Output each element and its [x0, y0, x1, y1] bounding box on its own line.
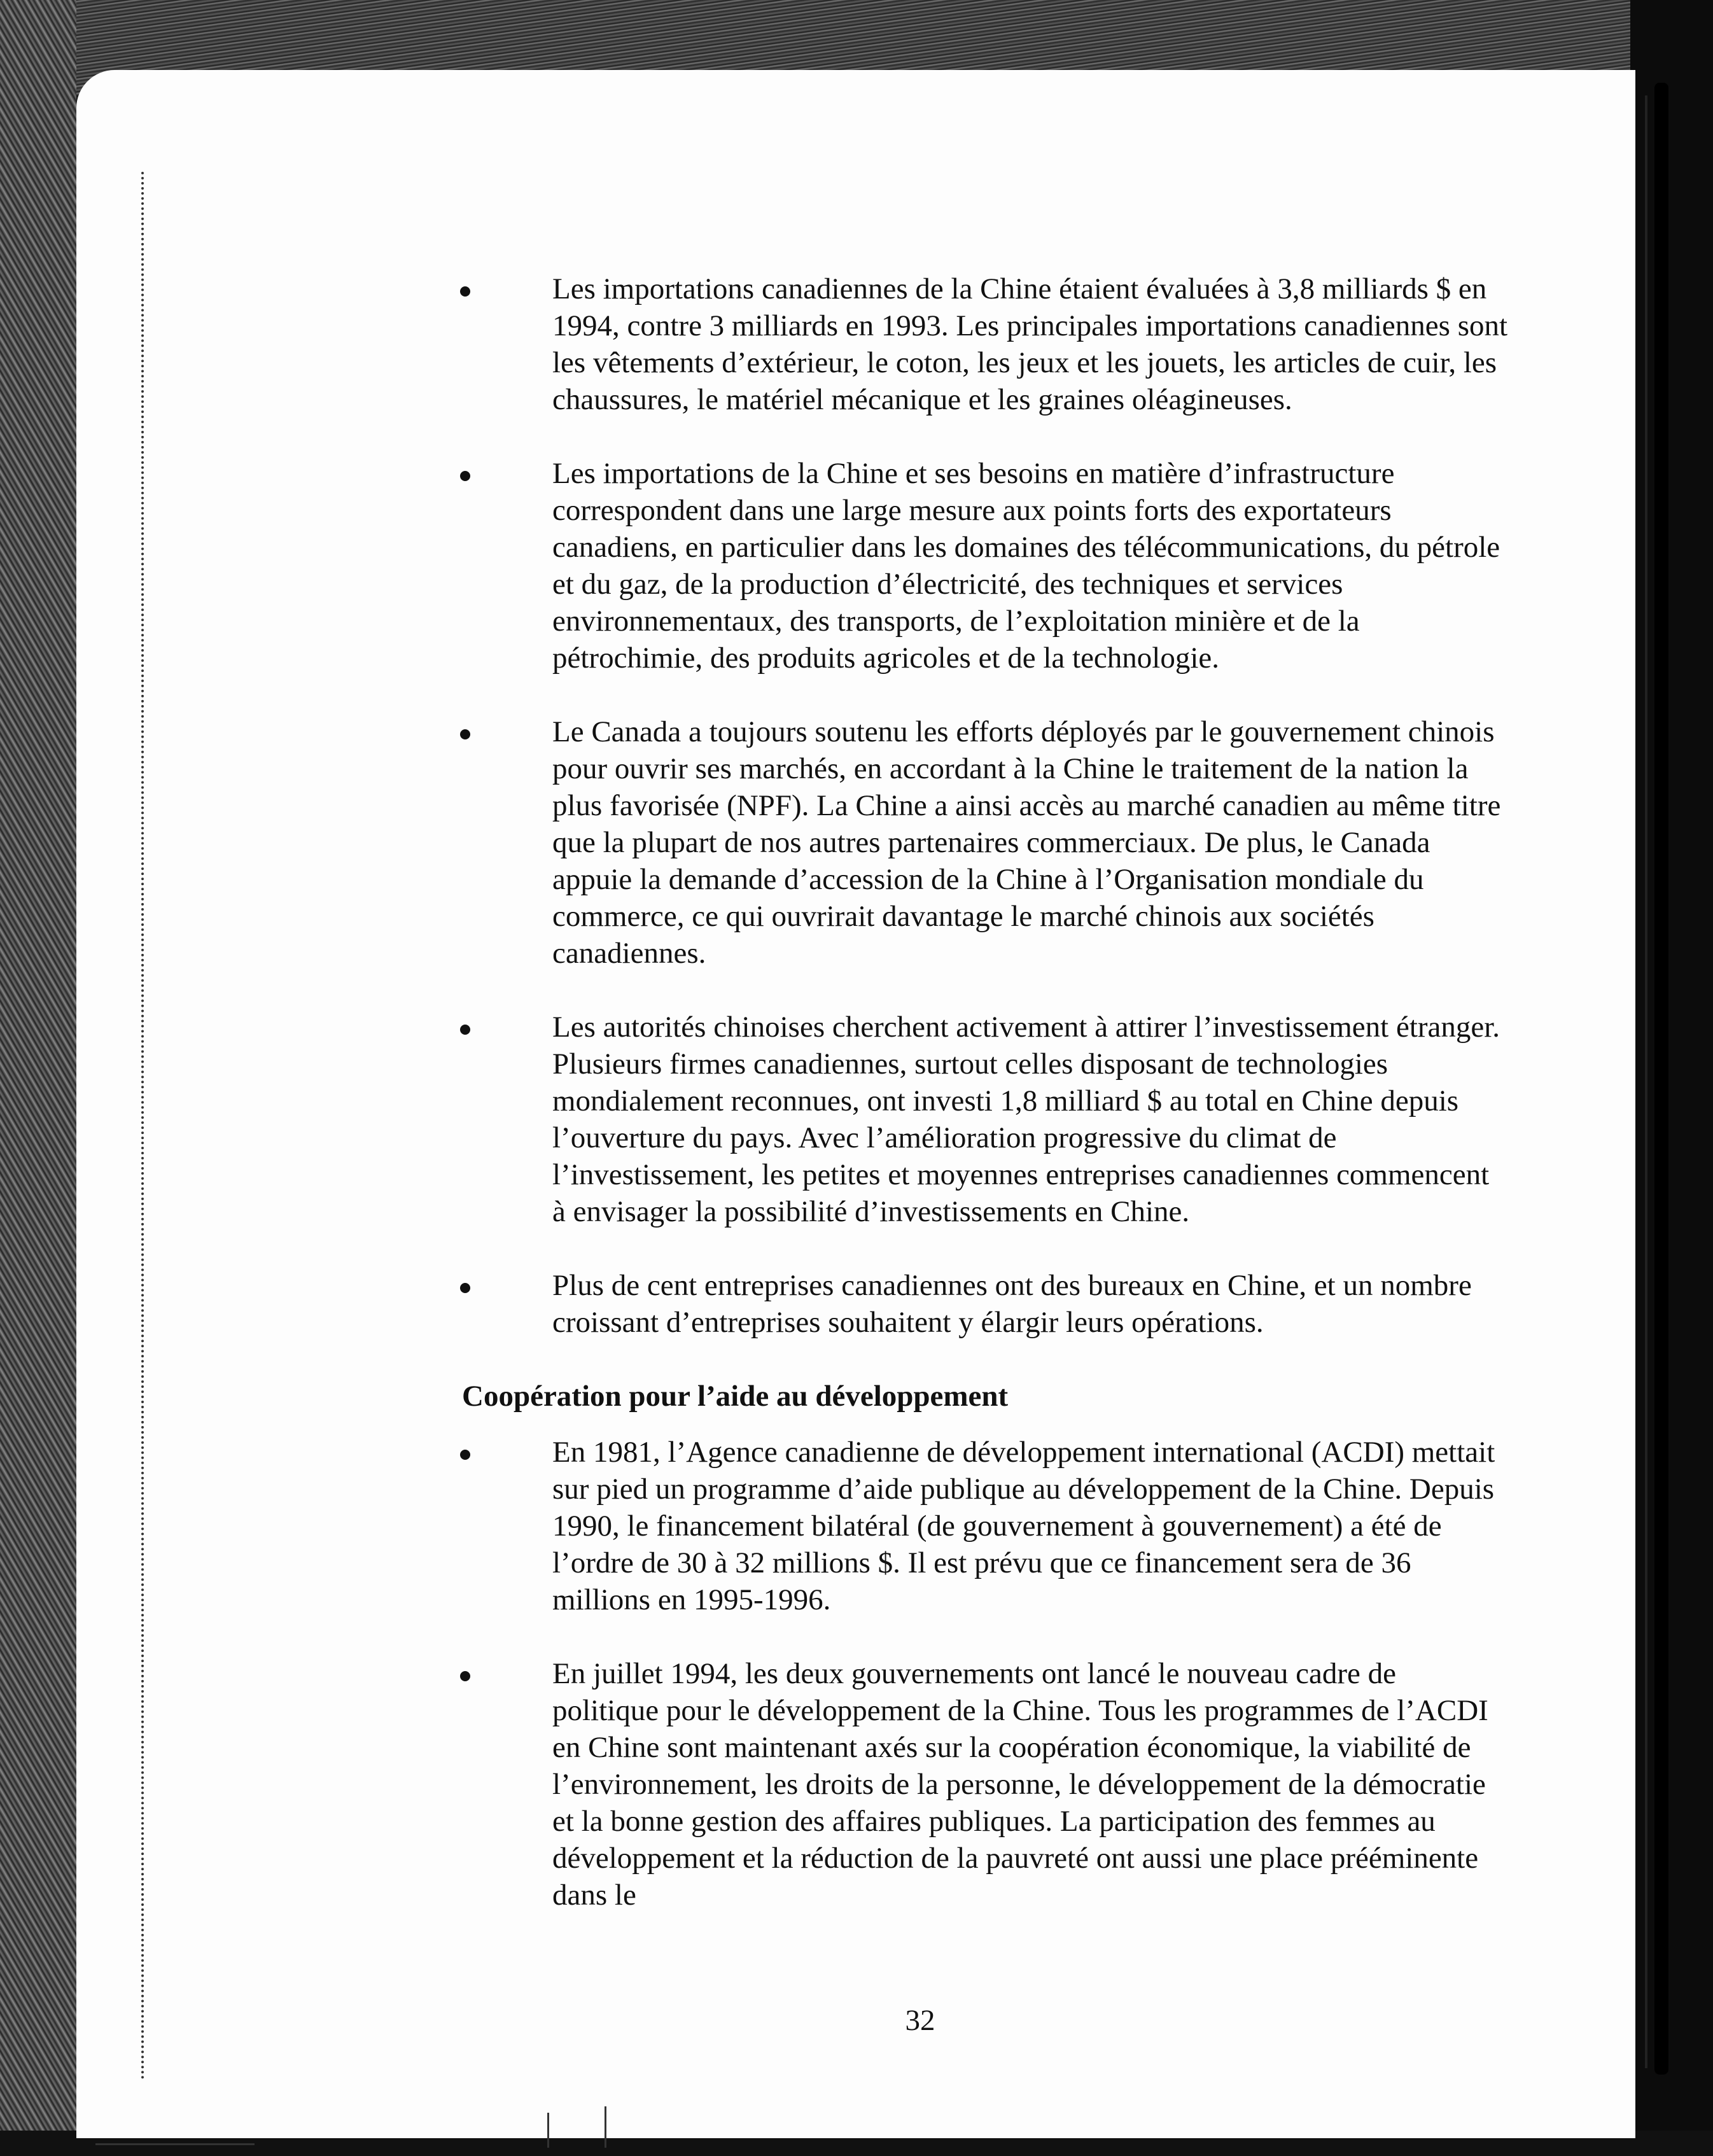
- bullet-icon: [460, 729, 470, 739]
- binding-mark: [95, 2143, 255, 2145]
- bullet-text: Les importations canadiennes de la Chine étaient évaluées à 3,8 milliards $ en 1994, contre 3 milliards en 1993. Les principales importations canadiennes sont les vêtements d’extérieur, le coton, les jeux et les jouets, les articles de cuir, les chaussures, le matériel mécanique et les graines oléagineuses.: [552, 272, 1508, 416]
- bullet-text: En 1981, l’Agence canadienne de développement international (ACDI) mettait sur pied un programme d’aide publique au développement de la Chine. Depuis 1990, le financement bilatéral (de gouvernement à gouvernement) a été de l’ordre de 30 à 32 millions $. Il est prévu que ce financement sera de 36 millions en 1995-1996.: [552, 1436, 1495, 1616]
- bullet-item: [458, 1434, 1508, 1618]
- bullet-item: [458, 1655, 1508, 1914]
- bullet-icon: [460, 1671, 470, 1681]
- scan-border-left: [0, 0, 76, 2156]
- bullet-text: Les autorités chinoises cherchent activement à attirer l’investissement étranger. Plusieurs firmes canadiennes, surtout celles disposant de technologies mondialement reconnues, ont investi 1,8 milliard $ au total en Chine depuis l’ouverture du pays. Avec l’amélioration progressive du climat de l’investissement, les petites et moyennes entreprises canadiennes commencent à envisager la possibilité d’investissements en Chine.: [552, 1011, 1500, 1228]
- bullet-icon: [460, 1450, 470, 1460]
- bullet-item: [458, 713, 1508, 972]
- bullet-item: [458, 1009, 1508, 1230]
- bullet-icon: [460, 286, 470, 297]
- bullet-icon: [460, 471, 470, 481]
- bullet-text: En juillet 1994, les deux gouvernements ont lancé le nouveau cadre de politique pour le développement de la Chine. Tous les programmes de l’ACDI en Chine sont maintenant axés sur la coopération économique, la viabilité de l’environnement, les droits de la personne, le développement de la démocratie et la bonne gestion des affaires publiques. La participation des femmes au développement et la réduction de la pauvreté ont aussi une place prééminente dans le: [552, 1657, 1488, 1912]
- page-edge-binding: [1654, 83, 1668, 2075]
- bullet-text: Les importations de la Chine et ses besoins en matière d’infrastructure correspondent dans une large mesure aux points forts des exportateurs canadiens, en particulier dans les domaines des télécommunications, du pétrole et du gaz, de la production d’électricité, des techniques et services environnementaux, des transports, de l’exploitation minière et de la pétrochimie, des produits agricoles et de la technologie.: [552, 457, 1500, 675]
- binding-mark: [605, 2106, 606, 2148]
- page-content: [458, 270, 1508, 1950]
- bullet-item: [458, 455, 1508, 676]
- section-heading: Coopération pour l’aide au développement: [462, 1380, 1009, 1413]
- scan-border-right: [1630, 0, 1713, 2156]
- page-edge-shadow: [1645, 95, 1647, 2068]
- page-number: 32: [905, 2004, 935, 2037]
- bullet-item: [458, 270, 1508, 418]
- bullet-text: Plus de cent entreprises canadiennes ont des bureaux en Chine, et un nombre croissant d’entreprises souhaitent y élargir leurs opérations.: [552, 1269, 1472, 1339]
- bullet-icon: [460, 1025, 470, 1035]
- bullet-item: [458, 1267, 1508, 1341]
- binding-dotted-line: [141, 172, 144, 2081]
- bullet-text: Le Canada a toujours soutenu les efforts déployés par le gouvernement chinois pour ouvrir ses marchés, en accordant à la Chine le traitement de la nation la plus favorisée (NPF). La Chine a ainsi accès au marché canadien au même titre que la plupart de nos autres partenaires commerciaux. De plus, le Canada appuie la demande d’accession de la Chine à l’Organisation mondiale du commerce, ce qui ouvrirait davantage le marché chinois aux sociétés canadiennes.: [552, 715, 1501, 970]
- binding-mark: [547, 2113, 549, 2148]
- bullet-icon: [460, 1283, 470, 1293]
